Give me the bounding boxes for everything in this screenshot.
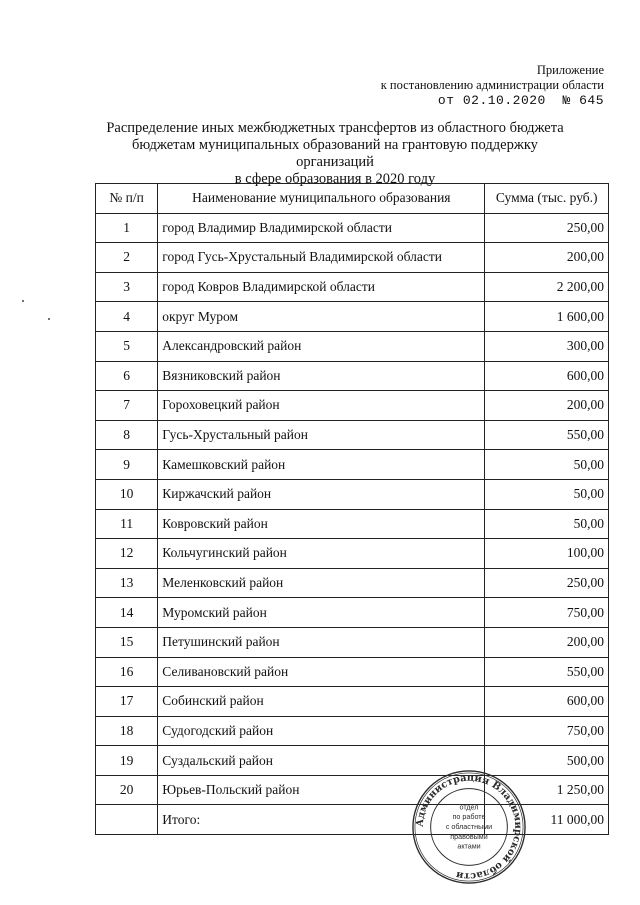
municipality-name: Кольчугинский район [158,539,485,569]
date-prefix: от [437,93,455,108]
table-row [96,302,609,332]
total-row [96,805,609,835]
amount: 200,00 [485,391,609,421]
amount: 500,00 [485,746,609,776]
municipality-name: Камешковский район [158,450,485,480]
total-number [96,805,158,835]
amount: 50,00 [485,450,609,480]
row-number: 6 [96,361,158,391]
table-row [96,568,609,598]
municipality-name: Суздальский район [158,746,485,776]
table-header-row [96,184,609,214]
table-row [96,687,609,717]
row-number: 8 [96,420,158,450]
stamp-center-line: по работе [452,813,486,822]
row-number: 1 [96,213,158,243]
municipality-name: Собинский район [158,687,485,717]
table-row [96,509,609,539]
resolution-date: 02.10.2020 [462,93,546,108]
header-sum: Сумма (тыс. руб.) [485,184,609,214]
amount: 200,00 [485,627,609,657]
title-line-1: Распределение иных межбюджетных трансфертов из областного бюджета [106,120,564,136]
municipality-name: Киржачский район [158,479,485,509]
stamp-center-line: отдел [459,803,479,812]
municipality-name: Гусь-Хрустальный район [158,420,485,450]
table-row [96,272,609,302]
stamp-ring-text: Администрация Владимирской области [414,772,524,882]
table-row [96,657,609,687]
table-row [96,716,609,746]
table-row [96,213,609,243]
stamp-center-line: с областными [445,822,493,831]
table-row [96,331,609,361]
row-number: 15 [96,627,158,657]
table-row [96,775,609,805]
amount: 750,00 [485,716,609,746]
municipality-name: Судогодский район [158,716,485,746]
total-label: Итого: [158,805,485,835]
number-sign: № [562,93,571,108]
title-line-2: бюджетам муниципальных образований на грантовую поддержку организаций [132,137,538,170]
header-num: № п/п [96,184,158,214]
municipality-name: Селивановский район [158,657,485,687]
amount: 50,00 [485,479,609,509]
table-row [96,361,609,391]
table-row [96,450,609,480]
stamp-center-line: актами [457,842,481,851]
municipality-name: округ Муром [158,302,485,332]
table-body [96,213,609,834]
table-row [96,598,609,628]
row-number: 7 [96,391,158,421]
distribution-table [95,183,609,835]
document-title [95,120,575,188]
table-row [96,420,609,450]
table-row [96,391,609,421]
municipality-name: Меленковский район [158,568,485,598]
municipality-name: город Ковров Владимирской области [158,272,485,302]
municipality-name: город Владимир Владимирской области [158,213,485,243]
appendix-block [381,63,604,108]
row-number: 2 [96,243,158,273]
stamp-center-line: правовыми [450,832,488,841]
row-number: 11 [96,509,158,539]
municipality-name: Петушинский район [158,627,485,657]
resolution-number: 645 [579,93,604,108]
amount: 1 600,00 [485,302,609,332]
stamp-center-text [446,803,492,850]
amount: 200,00 [485,243,609,273]
row-number: 16 [96,657,158,687]
row-number: 13 [96,568,158,598]
amount: 750,00 [485,598,609,628]
resolution-date-number [381,93,604,108]
row-number: 19 [96,746,158,776]
title-line-3: в сфере образования в 2020 году [234,171,436,187]
row-number: 18 [96,716,158,746]
row-number: 10 [96,479,158,509]
row-number: 17 [96,687,158,717]
municipality-name: Муромский район [158,598,485,628]
row-number: 20 [96,775,158,805]
scan-speck [48,318,50,320]
row-number: 12 [96,539,158,569]
official-stamp [410,768,528,886]
municipality-name: Александровский район [158,331,485,361]
amount: 1 250,00 [485,775,609,805]
table-row [96,627,609,657]
row-number: 5 [96,331,158,361]
amount: 300,00 [485,331,609,361]
scan-speck [22,300,24,302]
table-row [96,479,609,509]
amount: 550,00 [485,420,609,450]
municipality-name: город Гусь-Хрустальный Владимирской области [158,243,485,273]
table-row [96,243,609,273]
row-number: 14 [96,598,158,628]
amount: 550,00 [485,657,609,687]
total-amount: 11 000,00 [485,805,609,835]
amount: 250,00 [485,568,609,598]
amount: 600,00 [485,361,609,391]
municipality-name: Гороховецкий район [158,391,485,421]
table-row [96,746,609,776]
row-number: 4 [96,302,158,332]
header-name: Наименование муниципального образования [158,184,485,214]
municipality-name: Юрьев-Польский район [158,775,485,805]
row-number: 3 [96,272,158,302]
appendix-label: Приложение [536,63,604,77]
row-number: 9 [96,450,158,480]
municipality-name: Вязниковский район [158,361,485,391]
municipality-name: Ковровский район [158,509,485,539]
amount: 100,00 [485,539,609,569]
amount: 600,00 [485,687,609,717]
amount: 50,00 [485,509,609,539]
table-row [96,539,609,569]
amount: 250,00 [485,213,609,243]
appendix-reference: к постановлению администрации области [380,78,604,92]
amount: 2 200,00 [485,272,609,302]
